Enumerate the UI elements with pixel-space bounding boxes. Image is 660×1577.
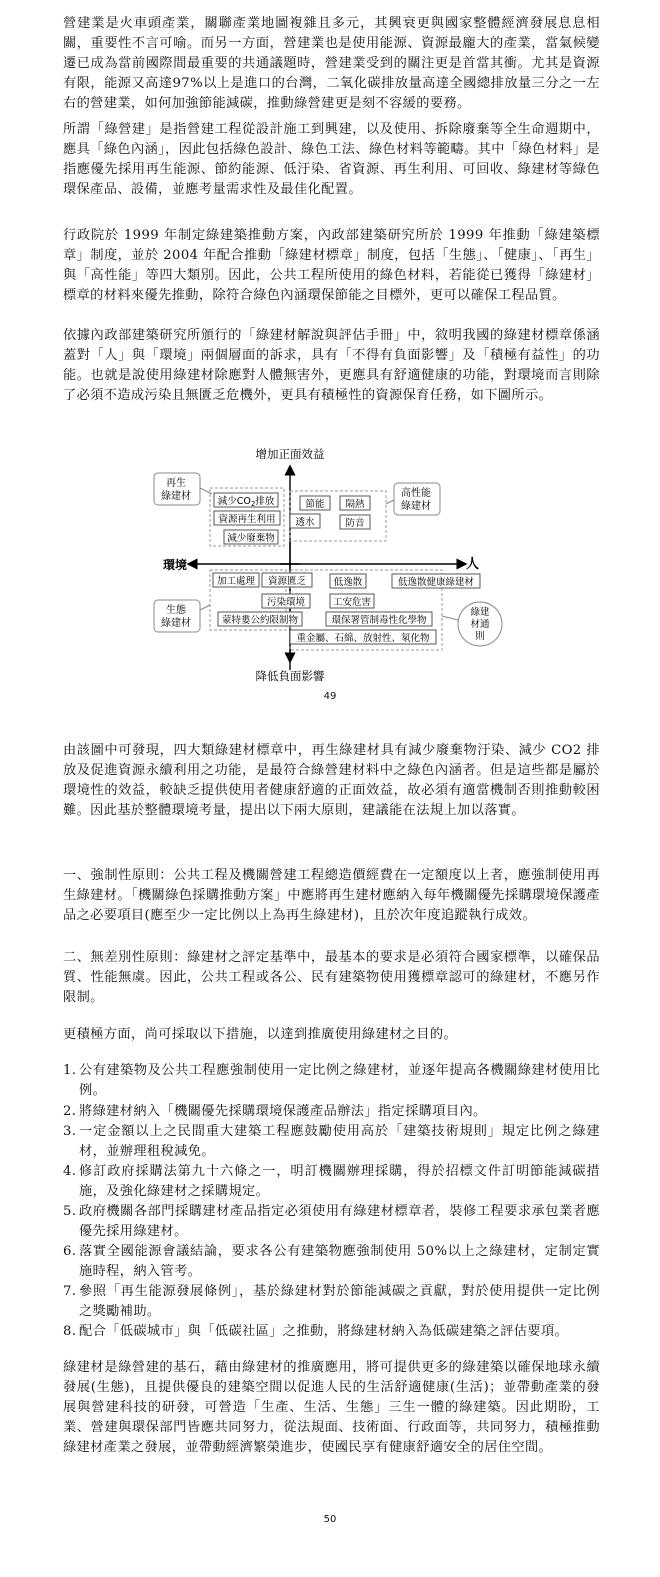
- category-health-line2: 材通: [470, 619, 490, 630]
- paragraph-principle-nondiscriminatory: 二、無差別性原則：綠建材之評定基準中，最基本的要求是必須符合國家標準，以確保品質、性能無虞。因此，公共工程或各公、民有建築物使用獲標章認可的綠建材，不應另作限制。: [63, 950, 600, 1005]
- box-low-emission-health: 低逸散健康綠建材: [397, 577, 475, 588]
- list-item: 6. 落實全國能源會議結論，要求各公有建築物應強制使用 50%以上之綠建材，定制定實施時程，納入管考。: [63, 1244, 600, 1279]
- box-permeable: 透水: [295, 517, 315, 528]
- axis-top-label: 增加正面效益: [255, 447, 325, 461]
- paragraph-green-construction: 所謂「綠營建」是指營建工程從設計施工到興建，以及使用、拆除廢棄等全生命週期中，應具「綠色內涵」，因此包括綠色設計、綠色工法、綠色材料等範疇。其中「綠色材料」是指應優先採用再生能源、節約能源、低汙染、省資源、再生利用、可回收、綠建材等綠色環保產品、設備，並應考量需求性及最佳化配置。: [63, 122, 600, 197]
- category-health-pointer: [442, 616, 458, 620]
- box-energy-saving: 節能: [305, 499, 325, 510]
- box-heavy-metals: 重金屬、石綿、放射性、氡化物: [296, 633, 430, 644]
- box-restricted-materials: 蒙特婁公約限制物: [221, 615, 299, 626]
- list-item: 7. 參照「再生能源發展條例」，基於綠建材對於節能減碳之貢獻，對於使用提供一定比例之獎勵補助。: [63, 1284, 600, 1319]
- paragraph-label-scope: 依據內政部建築研究所頒行的「綠建材解說與評估手冊」中，敘明我國的綠建材標章係涵蓋對「人」與「環境」兩個層面的訴求，具有「不得有負面影響」及「積極有益性」的功能。也就是說使用綠建材除應對人體無害外，更應具有舒適健康的功能，對環境而言則除了必須不造成污染且無匱乏危機外，更具有積極性的資源保育任務，如下圖所示。: [63, 328, 600, 403]
- box-low-process: 加工處理: [216, 576, 256, 587]
- box-reduce-co2: 減少$CO_2$排放: [217, 496, 275, 508]
- box-resource-reuse: 資源再生利用: [218, 514, 276, 525]
- list-item: 8. 配合「低碳城市」與「低碳社區」之推動，將綠建材納入為低碳建築之評估要項。: [63, 1324, 569, 1339]
- paragraph-principle-mandatory: 一、強制性原則：公共工程及機關營建工程總造價經費在一定額度以上者，應強制使用再生綠建材。「機關綠色採購推動方案」中應將再生建材應納入每年機關優先採購環境保護產品之必要項目(應至少一定比例以上為再生綠建材)，且於次年度追蹤執行成效。: [63, 868, 600, 923]
- category-recycle-line2: 綠建材: [161, 491, 191, 502]
- box-toxic-chemicals: 環保署管制毒性化學物: [331, 615, 427, 626]
- green-material-diagram: [0, 440, 660, 690]
- list-item: 1. 公有建築物及公共工程應強制使用一定比例之綠建材，並逐年提高各機關綠建材使用比例。: [63, 1063, 600, 1098]
- box-insulation: 隔熱: [345, 499, 365, 510]
- paragraph-conclusion: 綠建材是綠營建的基石，藉由綠建材的推廣應用，將可提供更多的綠建築以確保地球永續發展(生態)，且提供優良的建築空間以促進人民的生活舒適健康(生活)；並帶動產業的發展與營建科技的研發，可營造「生產、生活、生態」三生一體的綠建築。因此期盼，工業、營建與環保部門皆應共同努力，從法規面、技術面、行政面等，共同努力，積極推動綠建材產業之發展，並帶動經濟繁榮進步，使國民享有健康舒適安全的居住空間。: [63, 1360, 600, 1455]
- category-performance-line1: 高性能: [401, 488, 431, 499]
- list-item: 4. 修訂政府採購法第九十六條之一，明訂機關辦理採購，得於招標文件訂明節能減碳措施，及強化綠建材之採購規定。: [63, 1164, 600, 1199]
- page-number: 49: [323, 691, 337, 702]
- box-soundproof: 防音: [345, 518, 365, 529]
- category-ecology-line1: 生態: [166, 605, 186, 616]
- axis-left-label: 環境: [163, 558, 188, 572]
- category-performance-line2: 綠建材: [401, 501, 431, 512]
- list-item: 2. 將綠建材納入「機關優先採購環境保護產品辦法」指定採購項目內。: [63, 1104, 487, 1119]
- category-health-line1: 綠建: [470, 607, 490, 618]
- box-less-waste: 減少廢棄物: [227, 533, 275, 544]
- box-resource-scarce: 資源匱乏: [267, 576, 307, 587]
- list-item: 3. 一定金額以上之民間重大建築工程應鼓勵使用高於「建築技術規則」規定比例之綠建材，並辦理租稅減免。: [63, 1124, 600, 1159]
- category-ecology-line2: 綠建材: [161, 618, 191, 629]
- list-item: 5. 政府機關各部門採購建材產品指定必須使用有綠建材標章者，裝修工程要求承包業者應優先採用綠建材。: [63, 1204, 600, 1239]
- box-work-hazard: 工安危害: [332, 597, 372, 608]
- category-recycle-line1: 再生: [166, 478, 186, 489]
- paragraph-policy-history: 行政院於 1999 年制定綠建築推動方案，內政部建築研究所於 1999 年推動「綠建築標章」制度，並於 2004 年配合推動「綠建材標章」制度，包括「生態」、「健康」、「再生」與「高性能」等四大類別。因此，公共工程所使用的綠色材料，若能從已獲得「綠建材」標章的材料來優先推動，除符合綠色內涵環保節能之目標外，更可以確保工程品質。: [63, 228, 600, 303]
- paragraph-intro: 營建業是火車頭產業，關聯產業地圖複雜且多元，其興衰更與國家整體經濟發展息息相關，重要性不言可喻。而另一方面，營建業也是使用能源、資源最龐大的產業，當氣候變遷已成為當前國際間最重要的共通議題時，營建業受到的關注更是首當其衝。尤其是資源有限，能源又高達97%以上是進口的台灣，二氧化碳排放量高達全國總排放量三分之一左右的營建業，如何加強節能減碳，推動綠營建更是刻不容緩的要務。: [63, 16, 600, 111]
- box-pollution-env: 污染環境: [266, 597, 306, 608]
- paragraph-measures-intro: 更積極方面，尚可採取以下措施，以達到推廣使用綠建材之目的。: [63, 1027, 458, 1042]
- axis-right-label: 人: [466, 557, 480, 572]
- page-number: 50: [323, 1514, 337, 1525]
- paragraph-diagram-analysis: 由該圖中可發現，四大類綠建材標章中，再生綠建材具有減少廢棄物汙染、減少 CO2 排放及促進資源永續利用之功能，是最符合綠營建材料中之綠色內涵者。但是這些都是屬於環境性的效益，較缺乏提供使用者健康舒適的正面效益，故必須有適當機制否則推動較困難。因此基於整體環境考量，提出以下兩大原則，建議能在法規上加以落實。: [63, 743, 600, 818]
- axis-bottom-label: 降低負面影響: [255, 669, 325, 683]
- box-low-emission: 低逸散: [333, 577, 363, 588]
- category-health-line3: 則: [475, 631, 485, 642]
